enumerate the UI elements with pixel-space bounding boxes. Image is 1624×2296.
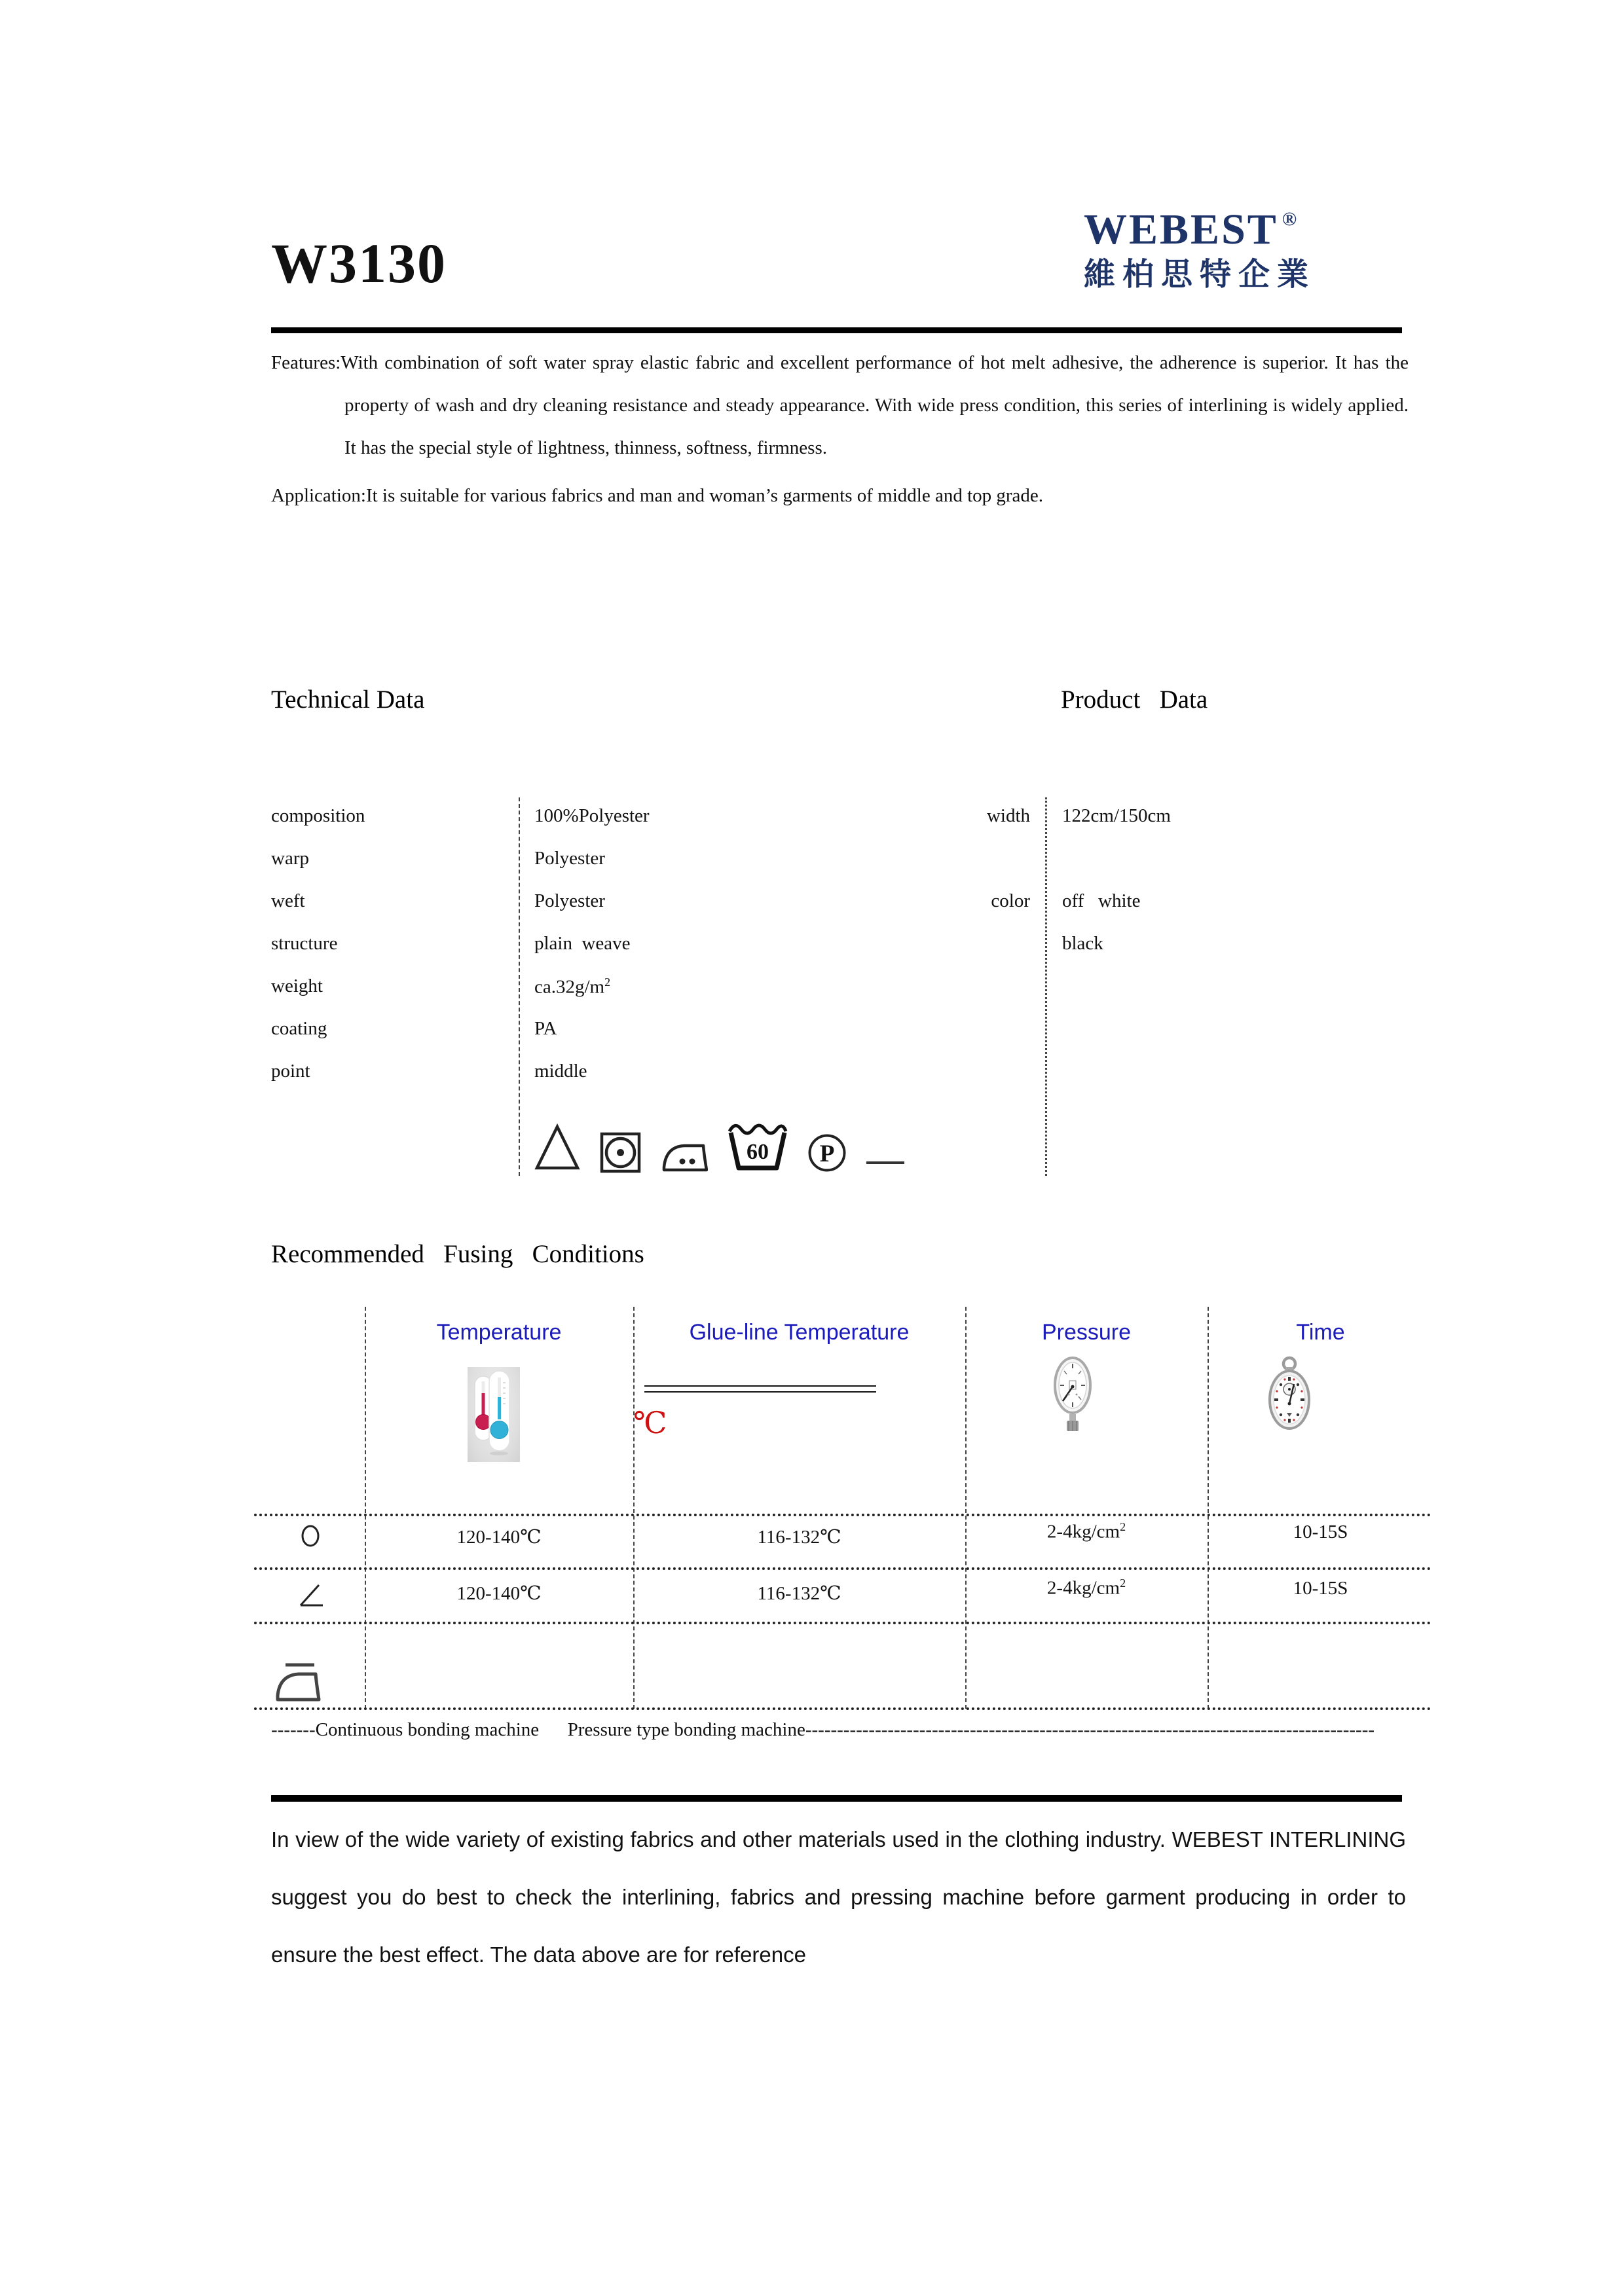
row-symbol-circle	[255, 1524, 365, 1551]
tech-value-weight	[534, 975, 610, 998]
glue-line-underline	[644, 1385, 876, 1393]
brand-name	[1084, 196, 1378, 253]
underline-symbol-icon	[866, 1161, 904, 1164]
fusing-grid-vline-3	[965, 1307, 967, 1709]
pressure-superscript: 2	[1120, 1576, 1126, 1590]
bonding-machine-note: -------Continuous bonding machine Pressure type bonding machine------------------------------------------------------------------------------------------	[271, 1719, 1375, 1740]
bleach-triangle-icon	[534, 1122, 580, 1173]
stopwatch-image	[1268, 1355, 1311, 1436]
row-symbol-angle	[255, 1580, 365, 1611]
tech-label-coating: coating	[271, 1018, 327, 1039]
brand-logo	[1084, 196, 1378, 293]
tumble-dry-icon	[600, 1131, 641, 1173]
fusing-grid-hline-3	[254, 1622, 1431, 1624]
tech-label-weight: weight	[271, 975, 323, 996]
tech-value-point: middle	[534, 1061, 587, 1082]
tech-value-composition: 100%Polyester	[534, 805, 650, 826]
tech-value-warp: Polyester	[534, 848, 605, 869]
dry-clean-p-icon	[807, 1133, 847, 1173]
product-value-color-2: black	[1062, 933, 1103, 954]
thermometer-front	[489, 1371, 509, 1455]
fusing-r2-time: 10-15S	[1293, 1578, 1348, 1599]
product-data-heading: Product Data	[1061, 685, 1208, 714]
tech-value-coating: PA	[534, 1018, 557, 1039]
product-value-width: 122cm/150cm	[1062, 805, 1171, 826]
iron-two-dots-icon	[661, 1135, 708, 1173]
wash-60-icon	[728, 1121, 788, 1173]
fusing-r1-pressure	[965, 1520, 1208, 1543]
fusing-grid-vline-2	[633, 1307, 635, 1709]
intro-block	[271, 342, 1409, 517]
registered-trademark-icon: ®	[1282, 208, 1299, 230]
fusing-r2-temperature: 120-140℃	[456, 1583, 542, 1604]
product-value-color-1: off white	[1062, 890, 1141, 911]
tech-value-structure: plain weave	[534, 933, 631, 954]
fusing-conditions-heading: Recommended Fusing Conditions	[271, 1240, 644, 1268]
wash-temp-label: 60	[747, 1140, 769, 1164]
tech-label-point: point	[271, 1061, 310, 1082]
page-title: W3130	[271, 232, 447, 295]
brand-wordmark: WEBEST	[1084, 206, 1278, 253]
column-header-glue-line: Glue-line Temperature	[689, 1320, 910, 1345]
row-symbol-iron	[272, 1659, 321, 1707]
tech-table-divider	[519, 797, 520, 1176]
fusing-grid-vline-1	[365, 1307, 366, 1709]
footer-divider	[271, 1795, 1402, 1802]
fusing-grid-hline-1	[254, 1514, 1431, 1516]
pressure-gauge-image	[1053, 1355, 1094, 1438]
fusing-r1-glue-line: 116-132℃	[757, 1527, 841, 1548]
product-label-color: color	[991, 890, 1030, 911]
tech-label-weft: weft	[271, 890, 305, 911]
tech-label-structure: structure	[271, 933, 338, 954]
product-label-width: width	[986, 805, 1030, 826]
pressure-superscript: 2	[1120, 1520, 1126, 1533]
column-header-time: Time	[1296, 1320, 1345, 1345]
weight-base: ca.32g/m	[534, 976, 605, 998]
tech-label-warp: warp	[271, 848, 309, 869]
thermometer-image	[468, 1367, 520, 1462]
disclaimer-paragraph: In view of the wide variety of existing fabrics and other materials used in the clothing industry. WEBEST INTERLINING suggest you do best to check the interlining, fabrics and pressing machine before garment producing in order to ensure the best effect. The data above are for reference	[271, 1827, 1406, 1967]
product-table-divider	[1045, 797, 1047, 1176]
application-paragraph: Application:It is suitable for various fabrics and man and woman’s garments of middle and top grade.	[271, 485, 1044, 506]
fusing-r2-pressure	[965, 1576, 1208, 1599]
weight-superscript: 2	[604, 975, 611, 989]
fusing-grid-hline-4	[254, 1707, 1431, 1710]
fusing-r1-temperature: 120-140℃	[456, 1527, 542, 1548]
pressure-base: 2-4kg/cm	[1046, 1521, 1120, 1542]
fusing-r1-time: 10-15S	[1293, 1522, 1348, 1542]
header-divider	[271, 327, 1402, 333]
brand-chinese-name: 維柏思特企業	[1084, 257, 1316, 292]
care-symbols-row	[534, 1121, 904, 1173]
fusing-grid-vline-4	[1208, 1307, 1209, 1709]
column-header-temperature: Temperature	[436, 1320, 562, 1345]
glue-line-unit: ℃	[633, 1406, 667, 1440]
technical-data-heading: Technical Data	[271, 685, 425, 714]
fusing-grid-hline-2	[254, 1567, 1431, 1570]
dry-clean-letter: P	[819, 1140, 835, 1167]
fusing-r2-glue-line: 116-132℃	[757, 1583, 841, 1604]
column-header-pressure: Pressure	[1041, 1320, 1132, 1345]
features-paragraph: Features:With combination of soft water spray elastic fabric and excellent performance of hot melt adhesive, the adherence is superior. It has the property of wash and dry cleaning resistance and steady appearance. With wide press condition, this series of interlining is widely applied. It has the special style of lightness, thinness, softness, firmness.	[271, 352, 1409, 458]
pressure-base: 2-4kg/cm	[1046, 1577, 1120, 1599]
tech-label-composition: composition	[271, 805, 365, 826]
tech-value-weft: Polyester	[534, 890, 605, 911]
